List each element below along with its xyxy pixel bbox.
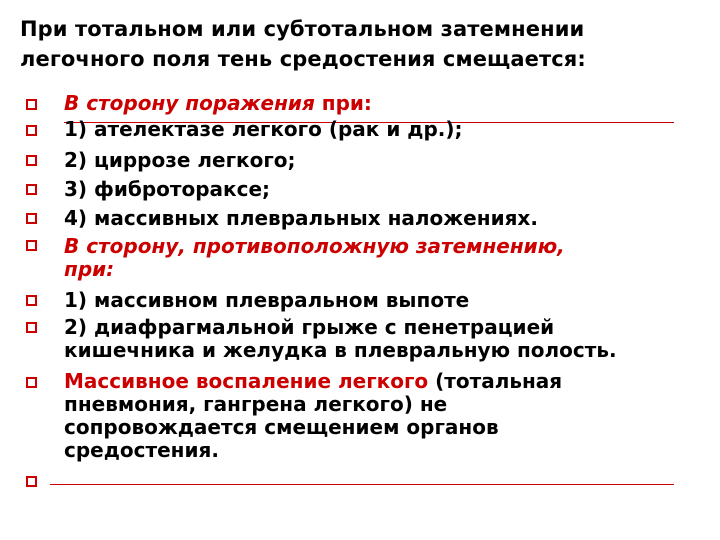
list-item <box>64 316 617 362</box>
bullet-square-icon <box>26 184 37 195</box>
list-item: 3) фибротораксе; <box>64 177 271 201</box>
item-text: (тотальная <box>428 369 563 393</box>
bullet-square-icon <box>26 213 37 224</box>
bullet-square-icon <box>26 125 37 136</box>
title-line-2: легочного поля тень средостения смещается: <box>20 47 586 71</box>
list-item <box>64 92 372 115</box>
item-line-3: сопровождается смещением органов <box>64 415 499 439</box>
item-line-2: кишечника и желудка в плевральную полость. <box>64 338 617 362</box>
bullet-square-icon <box>26 155 37 166</box>
list-item: 1) ателектазе легкого (рак и др.); <box>64 117 463 141</box>
bullet-square-icon <box>26 476 37 487</box>
bullet-square-icon <box>26 377 37 388</box>
list-item <box>64 235 565 281</box>
list-item: 2) циррозе легкого; <box>64 148 296 172</box>
highlight-text: В сторону поражения <box>64 91 315 115</box>
bullet-square-icon <box>26 240 37 251</box>
list-item: 4) массивных плевральных наложениях. <box>64 206 538 230</box>
title-line-1: При тотальном или субтотальном затемнении <box>20 17 585 41</box>
bullet-square-icon <box>26 322 37 333</box>
item-line-1: 2) диафрагмальной грыже с пенетрацией <box>64 315 555 339</box>
item-line-1: В сторону, противоположную затемнению, <box>64 234 565 258</box>
list-item: 1) массивном плевральном выпоте <box>64 288 470 312</box>
item-line-2: при: <box>64 257 115 281</box>
list-item <box>64 370 562 462</box>
highlight-text: Массивное воспаление легкого <box>64 369 429 393</box>
item-text: при: <box>314 91 372 115</box>
bullet-square-icon <box>26 295 37 306</box>
item-line-2: пневмония, гангрена легкого) не <box>64 392 448 416</box>
item-line-4: средостения. <box>64 438 219 462</box>
underline-rule-bottom <box>50 484 674 485</box>
bullet-square-icon <box>26 99 37 110</box>
